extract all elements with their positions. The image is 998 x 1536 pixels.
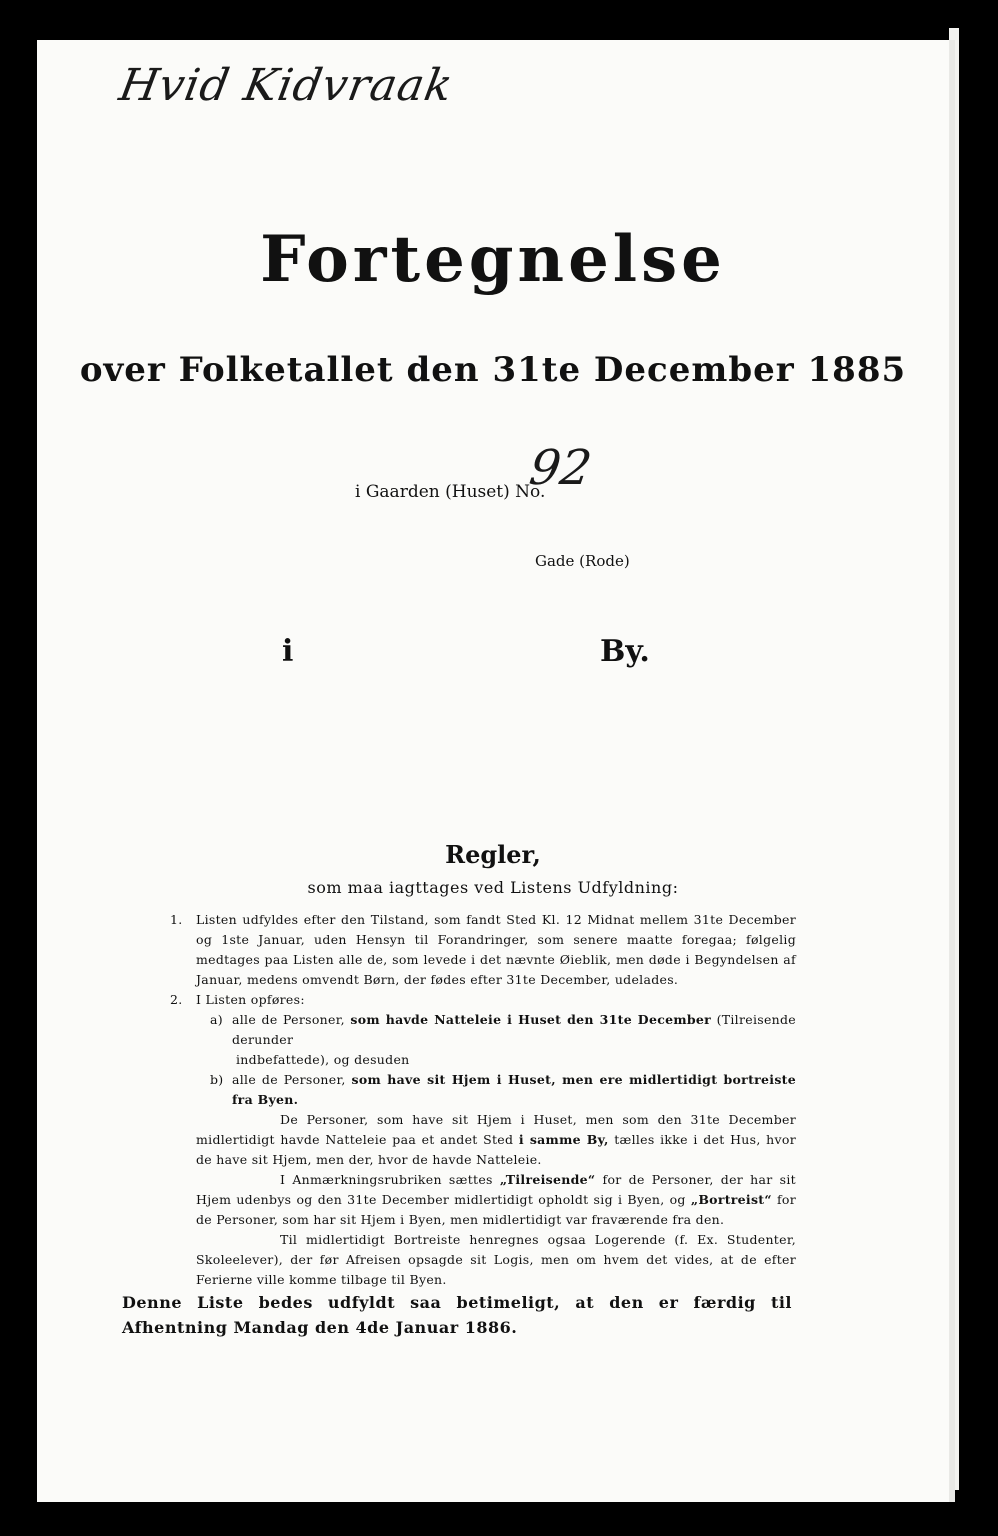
paragraph-part: tælles ikke i det Hus, hvor de have sit Hjem, men der, hvor de havde Natteleie. (196, 1132, 796, 1167)
item-text-emphasis: som have sit Hjem i Huset, men ere midlertidigt bortreiste fra Byen. (232, 1072, 796, 1107)
item-text (232, 1010, 796, 1050)
paragraph-emphasis: i samme By, (518, 1132, 609, 1147)
rule-paragraph-2 (170, 1170, 796, 1230)
paragraph-part: I Anmærkningsrubriken sættes (280, 1172, 493, 1187)
rule-number: 2. (170, 992, 183, 1007)
rule-text: Listen udfyldes efter den Tilstand, som fandt Sted Kl. 12 Midnat mellem 31te December og 1ste Januar, uden Hensyn til Forandringer, som senere maatte foregaa; følgelig medtages paa Listen alle de, som levede i det nævnte Øieblik, men døde i Begyndelsen af Januar, medens omvendt Børn, der fødes efter 31te December, udelades. (196, 912, 796, 987)
form-subtitle: over Folketallet den 31te December 1885 (79, 350, 907, 390)
rules-title: Regler, (445, 840, 541, 869)
item-text-part: (Tilreisende derunder (232, 1012, 797, 1047)
page-edge (949, 28, 959, 1490)
paragraph-emphasis: „Bortreist“ (690, 1192, 772, 1207)
rule-number: 1. (170, 912, 183, 927)
rule-2b (170, 1070, 796, 1110)
item-label: b) (210, 1072, 224, 1087)
item-text-part: alle de Personer, (232, 1012, 345, 1027)
city-prefix: i (282, 634, 294, 669)
rule-1 (170, 910, 796, 990)
rule-text: I Listen opføres: (196, 992, 305, 1007)
paragraph-part: for de Personer, som har sit Hjem i Byen, men midlertidigt var fraværende fra den. (196, 1192, 796, 1227)
street-label: Gade (Rode) (535, 552, 630, 570)
house-number-label: i Gaarden (Huset) No. (355, 482, 546, 502)
pickup-notice: Denne Liste bedes udfyldt saa betimeligt, at den er færdig til Afhentning Mandag den 4de Januar 1886. (122, 1293, 792, 1337)
rules-subtitle: som maa iagttages ved Listens Udfyldning: (307, 878, 679, 897)
item-label: a) (210, 1012, 223, 1027)
item-text (232, 1070, 796, 1110)
item-text-part: alle de Personer, (232, 1072, 346, 1087)
rule-2a-continuation: indbefattede), og desuden (236, 1052, 410, 1067)
handwritten-owner-name: Hvid Kidvraak (115, 60, 458, 111)
item-text-emphasis: som havde Natteleie i Huset den 31te December (350, 1012, 712, 1027)
paragraph-part: De Personer, som have sit Hjem i Huset, men som den 31te December midlertidigt havde Natteleie paa et andet Sted (196, 1112, 796, 1147)
rule-paragraph-3: Til midlertidigt Bortreiste henregnes ogsaa Logerende (f. Ex. Studenter, Skoleelever), der før Afreisen opsagde sit Logis, men om hvem det vides, at de efter Ferierne ville komme tilbage til Byen. (196, 1232, 796, 1287)
handwritten-house-number: 92 (526, 440, 596, 496)
paragraph-part: for de Personer, der har sit Hjem udenbys og den 31te December midlertidigt opholdt sig i Byen, og (196, 1172, 797, 1207)
rule-2 (170, 990, 796, 1010)
rule-2a (170, 1010, 796, 1050)
rule-paragraph-1 (170, 1110, 796, 1170)
paragraph-emphasis: „Tilreisende“ (499, 1172, 596, 1187)
rules-list (170, 910, 796, 1290)
city-suffix: By. (600, 634, 650, 669)
form-title: Fortegnelse (260, 222, 726, 297)
